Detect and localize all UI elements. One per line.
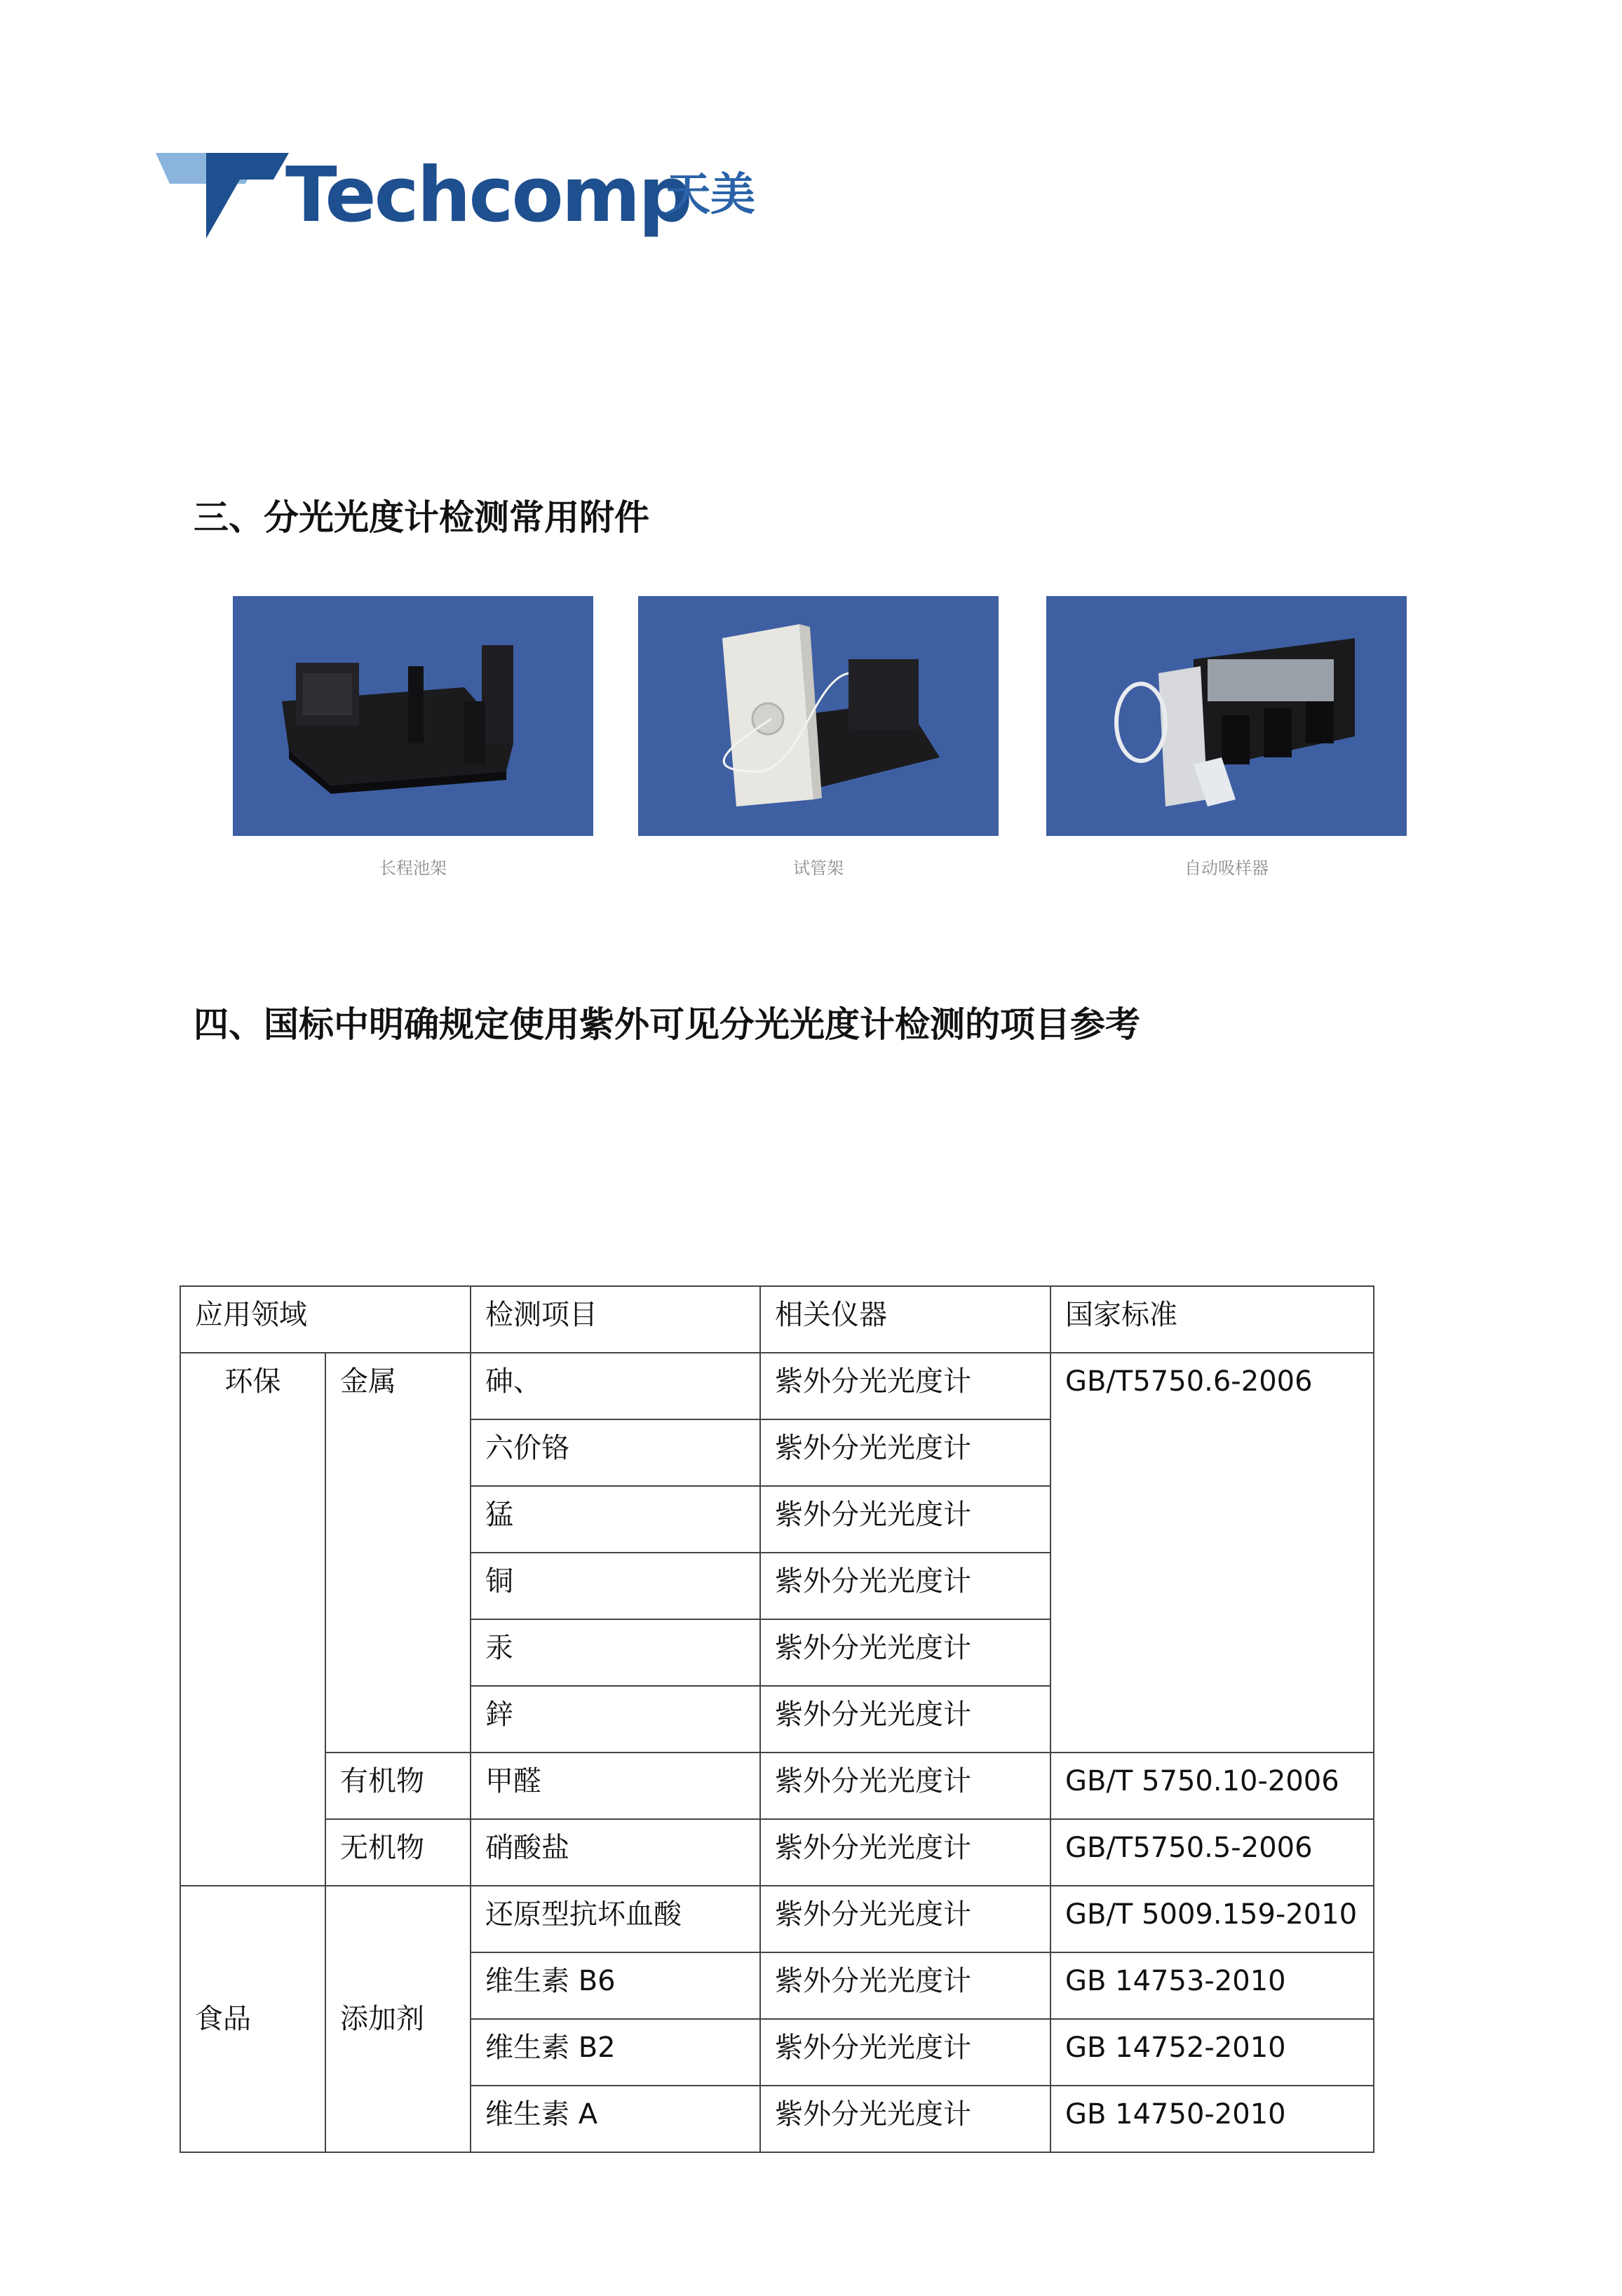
subfield-cell: 无机物 xyxy=(325,1819,471,1886)
instrument-cell: 紫外分光光度计 xyxy=(760,1619,1050,1686)
instrument-cell: 紫外分光光度计 xyxy=(760,1486,1050,1553)
instrument-cell: 紫外分光光度计 xyxy=(760,1819,1050,1886)
instrument-cell: 紫外分光光度计 xyxy=(760,2086,1050,2152)
standard-cell: GB/T 5750.10-2006 xyxy=(1050,1753,1374,1819)
item-cell: 还原型抗坏血酸 xyxy=(471,1886,760,1952)
item-cell: 维生素 B6 xyxy=(471,1952,760,2019)
field-cell: 环保 xyxy=(180,1353,325,1886)
item-cell: 甲醛 xyxy=(471,1753,760,1819)
section4-title: 四、国标中明确规定使用紫外可见分光光度计检测的项目参考 xyxy=(194,1004,1140,1045)
item-cell: 六价铬 xyxy=(471,1419,760,1486)
cell-holder-image xyxy=(233,596,593,836)
instrument-cell: 紫外分光光度计 xyxy=(760,1553,1050,1619)
item-cell: 硝酸盐 xyxy=(471,1819,760,1886)
auto-sampler-image xyxy=(1046,596,1407,836)
item-cell: 铜 xyxy=(471,1553,760,1619)
caption-auto-sampler: 自动吸样器 xyxy=(1184,858,1269,878)
instrument-cell: 紫外分光光度计 xyxy=(760,1353,1050,1419)
standard-cell: GB/T5750.5-2006 xyxy=(1050,1819,1374,1886)
header-application-field: 应用领域 xyxy=(180,1286,471,1353)
test-tube-rack-image xyxy=(638,596,999,836)
instrument-cell: 紫外分光光度计 xyxy=(760,1419,1050,1486)
item-cell: 砷、 xyxy=(471,1353,760,1419)
instrument-cell: 紫外分光光度计 xyxy=(760,2019,1050,2086)
item-cell: 维生素 A xyxy=(471,2086,760,2152)
logo-chinese-name: 天美 xyxy=(665,169,755,221)
table-row xyxy=(180,1353,1374,1419)
subfield-cell: 有机物 xyxy=(325,1753,471,1819)
caption-test-tube-rack: 试管架 xyxy=(793,858,844,878)
header-national-standard: 国家标准 xyxy=(1050,1286,1374,1353)
standard-cell: GB 14750-2010 xyxy=(1050,2086,1374,2152)
header-test-item: 检测项目 xyxy=(471,1286,760,1353)
standard-cell: GB/T 5009.159-2010 xyxy=(1050,1886,1374,1952)
standard-cell: GB/T5750.6-2006 xyxy=(1050,1353,1374,1753)
subfield-cell: 金属 xyxy=(325,1353,471,1753)
instrument-cell: 紫外分光光度计 xyxy=(760,1753,1050,1819)
table-row xyxy=(180,1753,1374,1819)
photo-auto-sampler xyxy=(1046,596,1407,836)
field-cell: 食品 xyxy=(180,1886,325,2152)
instrument-cell: 紫外分光光度计 xyxy=(760,1952,1050,2019)
standard-cell: GB 14753-2010 xyxy=(1050,1952,1374,2019)
techcomp-logo xyxy=(156,150,773,241)
item-cell: 汞 xyxy=(471,1619,760,1686)
table-row xyxy=(180,1886,1374,1952)
logo-wordmark: Techcomp xyxy=(285,151,691,239)
standard-cell: GB 14752-2010 xyxy=(1050,2019,1374,2086)
techcomp-t-mark-icon xyxy=(156,150,289,241)
item-cell: 维生素 B2 xyxy=(471,2019,760,2086)
photo-test-tube-rack xyxy=(638,596,999,836)
subfield-cell: 添加剂 xyxy=(325,1886,471,2152)
caption-long-path-cell-holder: 长程池架 xyxy=(379,858,447,878)
instrument-cell: 紫外分光光度计 xyxy=(760,1886,1050,1952)
instrument-cell: 紫外分光光度计 xyxy=(760,1686,1050,1753)
table-header-row xyxy=(180,1286,1374,1353)
standards-table xyxy=(180,1285,1374,2153)
photo-long-path-cell-holder xyxy=(233,596,593,836)
section3-title: 三、分光光度计检测常用附件 xyxy=(194,497,649,538)
item-cell: 鋅 xyxy=(471,1686,760,1753)
item-cell: 猛 xyxy=(471,1486,760,1553)
table-row xyxy=(180,1819,1374,1886)
header-instrument: 相关仪器 xyxy=(760,1286,1050,1353)
